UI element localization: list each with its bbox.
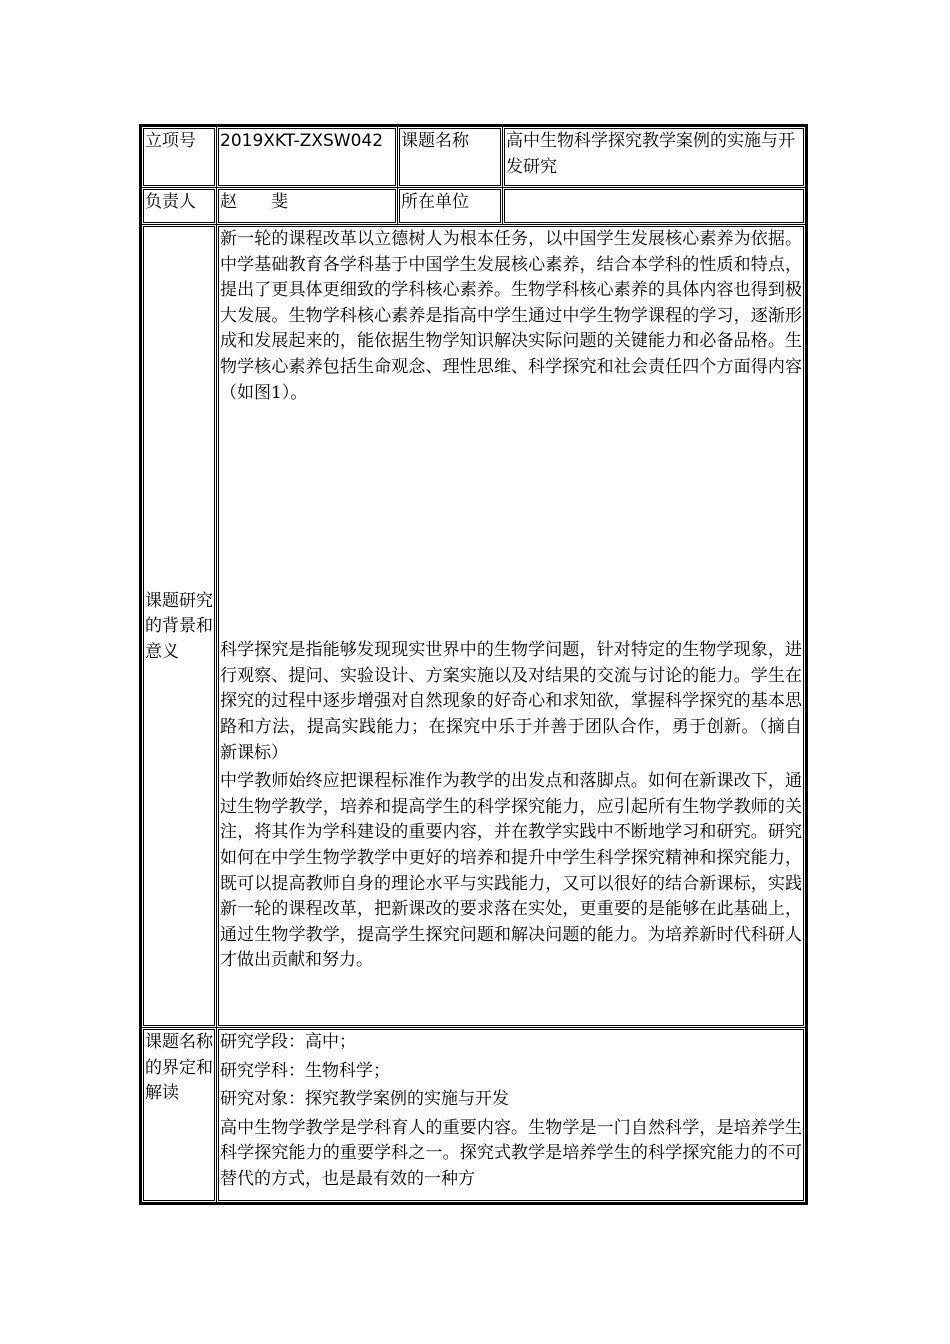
definition-row [142,1028,806,1203]
header-row-1 [142,127,806,188]
leader-value: 赵 斐 [217,188,398,225]
definition-line-stage: 研究学段：高中； [220,1032,356,1052]
topic-label: 课题名称 [398,127,503,188]
background-paragraph-1: 新一轮的课程改革以立德树人为根本任务，以中国学生发展核心素养为依据。中学基础教育各学科基于中国学生发展核心素养，结合本学科的性质和特点，提出了更具体更细致的学科核心素养。生物学科核心素养的具体内容也得到极大发展。生物学科核心素养是指高中学生通过中学生物学课程的学习，逐渐形成和发展起来的，能依据生物学知识解决实际问题的关键能力和必备品格。生物学核心素养包括生命观念、理性思维、科学探究和社会责任四个方面得内容（如图1）。 [220,229,802,403]
leader-label: 负责人 [142,188,217,225]
background-row [142,225,806,1028]
definition-line-subject: 研究学科：生物科学； [220,1060,390,1081]
definition-label: 课题名称的界定和解读 [142,1028,217,1203]
project-no-label: 立项号 [142,127,217,188]
figure-1-placeholder [220,406,802,638]
header-row-2 [142,188,806,225]
project-no-value: 2019XKT-ZXSW042 [217,127,398,188]
background-paragraph-3: 中学教师始终应把课程标准作为教学的出发点和落脚点。如何在新课改下，通过生物学教学，培养和提高学生的科学探究能力，应引起所有生物学教师的关注，将其作为学科建设的重要内容，并在教学实践中不断地学习和研究。研究如何在中学生物学教学中更好的培养和提升中学生科学探究精神和探究能力，既可以提高教师自身的理论水平与实践能力，又可以很好的结合新课标，实践新一轮的课程改革，把新课改的要求落在实处，更重要的是能够在此基础上，通过生物学教学，提高学生探究问题和解决问题的能力。为培养新时代科研人才做出贡献和努力。 [220,771,802,971]
background-paragraph-2: 科学探究是指能够发现现实世界中的生物学问题，针对特定的生物学现象，进行观察、提问、实验设计、方案实施以及对结果的交流与讨论的能力。学生在探究的过程中逐步增强对自然现象的好奇心和求知欲，掌握科学探究的基本思路和方法，提高实践能力；在探究中乐于并善于团队合作，勇于创新。（摘自新课标） [220,640,802,763]
background-label: 课题研究的背景和意义 [142,225,217,1028]
background-content [217,225,806,1028]
unit-value [503,188,806,225]
project-form-table [141,126,806,1203]
definition-content [217,1028,806,1203]
unit-label: 所在单位 [398,188,503,225]
definition-line-object: 研究对象：探究教学案例的实施与开发 [220,1089,509,1110]
definition-paragraph: 高中生物学教学是学科育人的重要内容。生物学是一门自然科学，是培养学生科学探究能力的重要学科之一。探究式教学是培养学生的科学探究能力的不可替代的方式，也是最有效的一种方 [220,1117,802,1189]
topic-value: 高中生物科学探究教学案例的实施与开发研究 [503,127,806,188]
